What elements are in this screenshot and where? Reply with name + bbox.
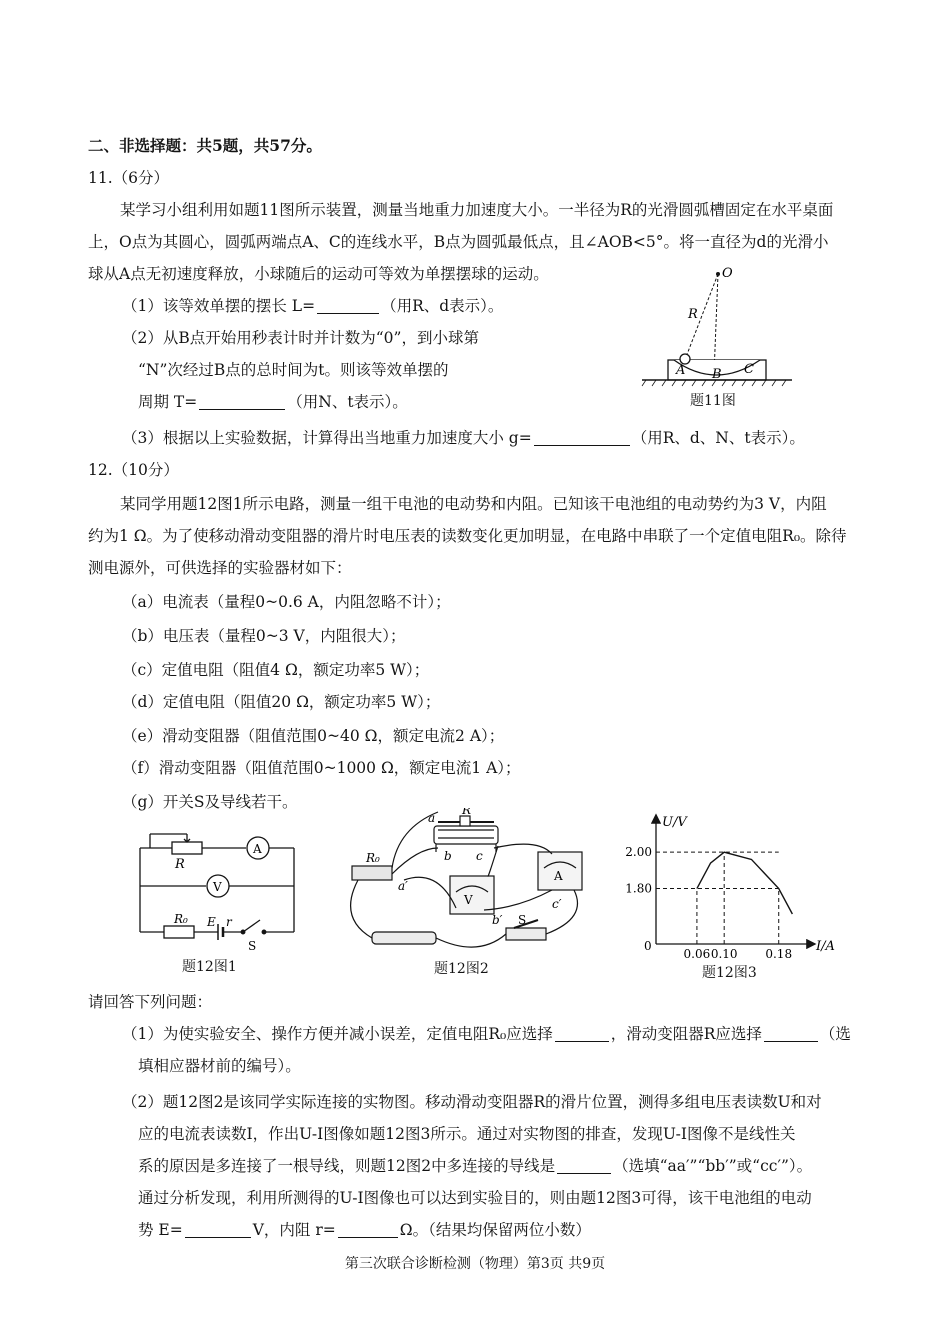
y-tick-label-1-80: 1.80 — [625, 881, 652, 896]
figure-q11 — [638, 262, 798, 412]
q12-prompt: 请回答下列问题： — [88, 993, 213, 1011]
q11-intro-line-3: 球从A点无初速度释放，小球随后的运动可等效为单摆摆球的运动。 — [88, 265, 549, 283]
answer-blank-L[interactable] — [317, 297, 379, 314]
answer-blank-T[interactable] — [199, 393, 285, 410]
label-A: A — [676, 363, 686, 378]
fig2-label-a-prime: a′ — [398, 879, 408, 893]
fig2-label-A: A — [554, 869, 563, 883]
fig2-label-c-prime: c′ — [552, 897, 562, 911]
q12-part-2-l3-post: （选填“aa′”“bb′”或“cc′”）。 — [613, 1157, 813, 1175]
equipment-item-g: （g）开关S及导线若干。 — [122, 793, 298, 811]
equipment-item-d: （d）定值电阻（阻值20 Ω，额定功率5 W）； — [122, 693, 441, 711]
answer-blank-g[interactable] — [534, 429, 630, 446]
equipment-item-c: （c）定值电阻（阻值4 Ω，额定功率5 W）； — [122, 661, 430, 679]
fig2-label-R0: R₀ — [366, 851, 380, 865]
q12-part-2-line-5 — [138, 1220, 591, 1240]
q12-part-2-line-1: （2）题12图2是该同学实际连接的实物图。移动滑动变阻器R的滑片位置，测得多组电压表读数U和对 — [122, 1093, 822, 1111]
fig2-label-V: V — [464, 893, 473, 907]
equipment-item-f: （f）滑动变阻器（阻值范围0~1000 Ω，额定电流1 A）； — [122, 759, 521, 777]
chart-origin: 0 — [644, 939, 652, 953]
circuit-diagram — [130, 826, 305, 956]
answer-blank-R0[interactable] — [555, 1025, 609, 1042]
label-R: R — [688, 307, 698, 322]
q11-part-3 — [122, 428, 805, 448]
y-tick-label-2-00: 2.00 — [625, 845, 652, 860]
label-B: B — [712, 367, 722, 382]
q12-part-2-line-3 — [138, 1156, 812, 1176]
q12-part-2-l3-pre: 系的原因是多连接了一根导线，则题12图2中多连接的导线是 — [138, 1157, 556, 1175]
q12-part-2-l5c: Ω。（结果均保留两位小数） — [399, 1221, 591, 1239]
q11-part-2-pre: 周期 T= — [138, 393, 198, 411]
q12-part-2-line-2: 应的电流表读数I，作出U-I图像如题12图3所示。通过对实物图的排查，发现U-I图像不是线性关 — [138, 1125, 796, 1143]
q12-part-2-line-4: 通过分析发现，利用所测得的U-I图像也可以达到实验目的，则由题12图3可得，该干电池组的电动 — [138, 1189, 812, 1207]
fig2-label-b-prime: b′ — [492, 913, 503, 927]
equipment-item-b: （b）电压表（量程0~3 V，内阻很大）； — [122, 627, 406, 645]
fig1-label-R0: R₀ — [174, 912, 188, 926]
equipment-item-e: （e）滑动变阻器（阻值范围0~40 Ω，额定电流2 A）； — [122, 727, 505, 745]
fig1-label-V: V — [213, 880, 222, 894]
figure-q12-2 — [338, 808, 598, 980]
fig1-label-r: r — [226, 915, 232, 929]
answer-blank-rheostat[interactable] — [764, 1025, 818, 1042]
answer-blank-extra-wire[interactable] — [557, 1157, 611, 1174]
fig1-label-S: S — [248, 939, 257, 953]
q11-part-2-line-3 — [138, 392, 408, 412]
figure-q11-caption: 题11图 — [690, 393, 736, 409]
label-O: O — [722, 266, 733, 281]
q11-part-3-post: （用R、d、N、t表示）。 — [631, 429, 805, 447]
q11-part-1-post: （用R、d表示）。 — [381, 297, 504, 315]
figure-q12-2-caption: 题12图2 — [434, 961, 489, 977]
q12-intro-line-1: 某同学用题12图1所示电路，测量一组干电池的电动势和内阻。已知该干电池组的电动势约为3 V，内阻 — [120, 495, 827, 513]
fig2-label-b: b — [444, 849, 452, 863]
q12-intro-line-2: 约为1 Ω。为了使移动滑动变阻器的滑片时电压表的读数变化更加明显，在电路中串联了一个定值电阻R₀。除待 — [88, 527, 847, 545]
equipment-item-a: （a）电流表（量程0~0.6 A，内阻忽略不计）； — [122, 593, 451, 611]
q12-part-1-line-1 — [122, 1024, 851, 1044]
answer-blank-r[interactable] — [338, 1221, 398, 1238]
figure-q12-1-caption: 题12图1 — [182, 959, 237, 975]
u-i-curve — [697, 852, 792, 914]
fig2-label-a: a — [428, 811, 436, 825]
fig1-label-A: A — [253, 842, 262, 856]
x-axis-label: I/A — [816, 939, 835, 954]
figure-q12-3-caption: 题12图3 — [702, 965, 757, 981]
q11-part-1 — [122, 296, 503, 316]
figure-q12-3 — [618, 812, 850, 980]
fig2-label-R: R — [462, 808, 472, 817]
fig2-label-S: S — [518, 913, 527, 927]
q12-part-1-line-2: 填相应器材前的编号）。 — [138, 1057, 301, 1075]
page-footer: 第三次联合诊断检测（物理）第3页 共9页 — [344, 1256, 606, 1272]
q11-intro-line-1: 某学习小组利用如题11图所示装置，测量当地重力加速度大小。一半径为R的光滑圆弧槽固定在水平桌面 — [120, 201, 834, 219]
q11-intro-line-2: 上，O点为其圆心，圆弧两端点A、C的连线水平，B点为圆弧最低点，且∠AOB<5°。将一直径为d的光滑小 — [88, 233, 829, 251]
fig1-label-E: E — [207, 915, 216, 929]
fig2-label-c: c — [476, 849, 483, 863]
q12-number: 12.（10分） — [88, 461, 179, 479]
q12-part-2-l5b: V，内阻 r= — [252, 1221, 336, 1239]
q11-part-2-post: （用N、t表示）。 — [287, 393, 408, 411]
q12-part-1-mid: ，滑动变阻器R应选择 — [610, 1025, 762, 1043]
q12-part-1-post: （选 — [819, 1025, 851, 1043]
figure-q12-1 — [130, 826, 305, 976]
fig1-label-R: R — [175, 857, 185, 872]
q11-part-1-pre: （1）该等效单摆的摆长 L= — [122, 297, 316, 315]
label-C: C — [744, 362, 754, 377]
x-tick-label-0-18: 0.18 — [765, 947, 793, 958]
q12-part-2-l5a: 势 E= — [138, 1221, 183, 1239]
q11-part-2-line-1: （2）从B点开始用秒表计时并计数为“0”，到小球第 — [122, 329, 479, 347]
x-tick-label-0-10: 0.10 — [710, 947, 738, 958]
q11-part-2-line-2: “N”次经过B点的总时间为t。则该等效单摆的 — [138, 361, 449, 379]
x-tick-label-0-06: 0.06 — [683, 947, 711, 958]
answer-blank-E[interactable] — [185, 1221, 251, 1238]
q11-part-3-pre: （3）根据以上实验数据，计算得出当地重力加速度大小 g= — [122, 429, 532, 447]
q11-number: 11.（6分） — [88, 169, 170, 187]
section-title: 二、非选择题：共5题，共57分。 — [88, 136, 322, 155]
q12-part-1-pre: （1）为使实验安全、操作方便并减小误差，定值电阻R₀应选择 — [122, 1025, 553, 1043]
u-i-chart — [618, 812, 850, 958]
apparatus-diagram — [338, 808, 598, 958]
q12-intro-line-3: 测电源外，可供选择的实验器材如下： — [88, 559, 352, 577]
y-axis-label: U/V — [662, 815, 687, 830]
